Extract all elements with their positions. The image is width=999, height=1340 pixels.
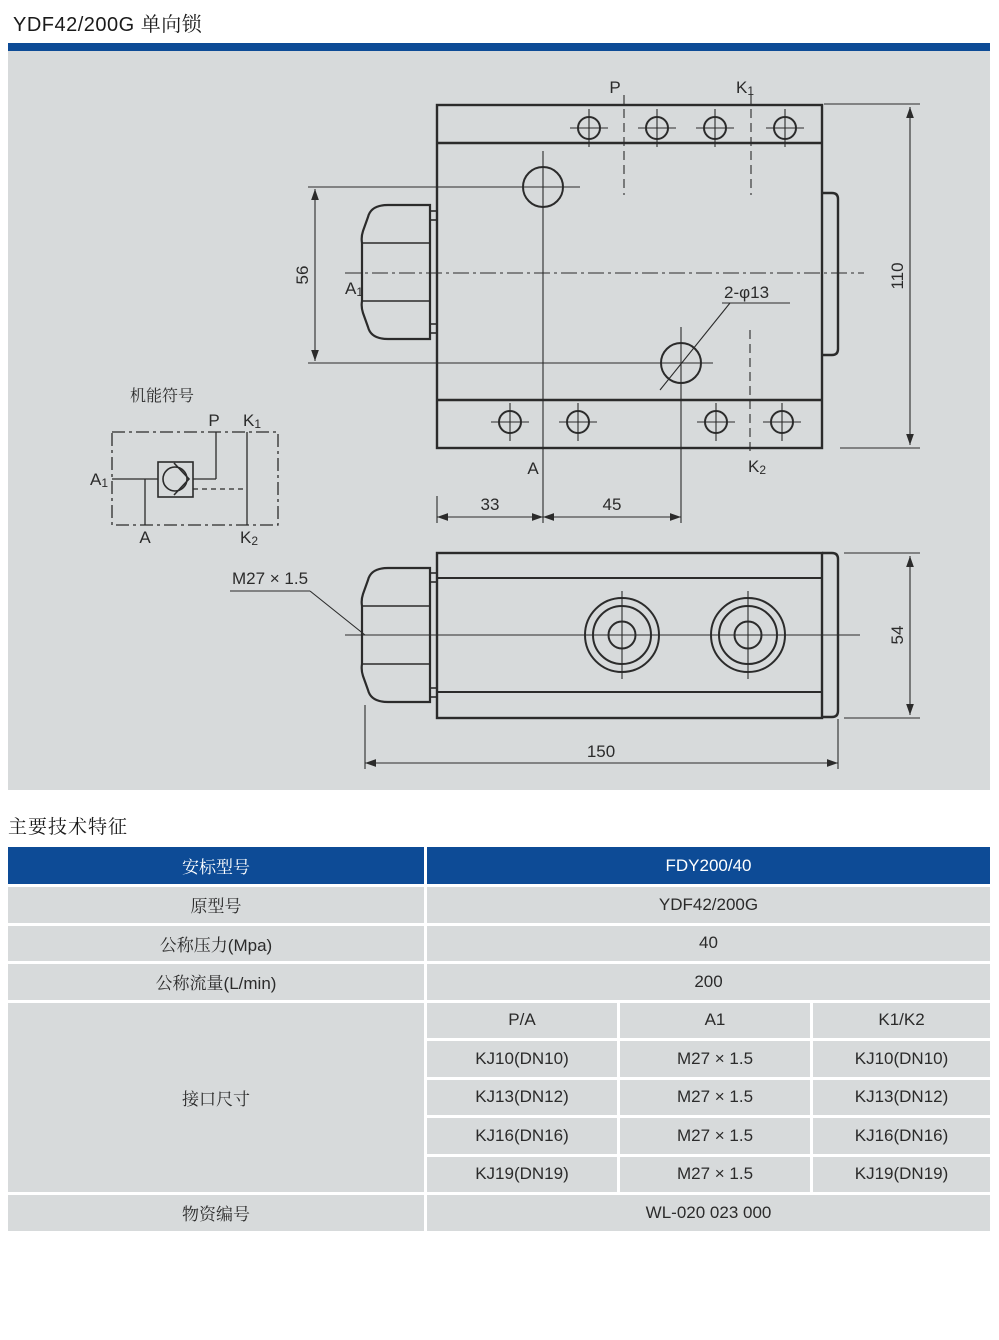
dim-56 <box>293 189 315 361</box>
page-title: YDF42/200G 单向锁 <box>13 14 203 36</box>
drawing-panel <box>8 43 990 790</box>
side-tab <box>822 193 838 355</box>
table-header-row <box>8 847 990 884</box>
symbol-label-a: A <box>139 528 151 547</box>
symbol-label-p: P <box>208 411 220 430</box>
svg-text:110: 110 <box>888 262 907 290</box>
ports-label: 接口尺寸 <box>8 1003 424 1193</box>
svg-text:2-φ13: 2-φ13 <box>724 283 770 302</box>
ports-row: KJ19(DN19) M27 × 1.5 KJ19(DN19) <box>8 1157 990 1193</box>
ports-col-a1: A1 <box>620 1003 810 1039</box>
row-value: YDF42/200G <box>427 887 990 923</box>
function-symbol-title: 机能符号 <box>129 388 195 405</box>
check-valve-ball <box>163 467 187 491</box>
svg-text:33: 33 <box>480 495 500 514</box>
section-title: 主要技术特征 <box>8 817 129 838</box>
row-label: 公称压力(Mpa) <box>8 926 424 962</box>
svg-text:56: 56 <box>293 265 312 285</box>
technical-drawing <box>8 51 990 782</box>
table-row <box>8 926 990 962</box>
table-row <box>8 887 990 923</box>
ports-subheader-row <box>8 1003 990 1039</box>
row-value: 40 <box>427 926 990 962</box>
header-label-cell: 安标型号 <box>8 847 424 884</box>
top-view <box>293 78 920 523</box>
label-k1: K1 <box>736 78 755 98</box>
label-p: P <box>609 78 621 97</box>
ports-col-k1k2: K1/K2 <box>813 1003 990 1039</box>
table-row <box>8 964 990 1000</box>
svg-text:54: 54 <box>888 625 907 645</box>
footer-label: 物资编号 <box>8 1195 424 1231</box>
svg-text:150: 150 <box>586 742 616 761</box>
symbol-label-k2: K2 <box>240 528 259 548</box>
symbol-label-k1: K1 <box>243 411 262 431</box>
spec-table <box>5 844 993 1234</box>
front-view <box>230 553 920 769</box>
table-footer-row <box>8 1195 990 1231</box>
function-symbol <box>90 387 278 548</box>
svg-text:45: 45 <box>602 495 622 514</box>
hex-nut-top <box>362 205 430 339</box>
label-k2: K2 <box>748 457 767 477</box>
bottom-flange-holes <box>491 403 801 441</box>
row-label: 原型号 <box>8 887 424 923</box>
header-value-cell: FDY200/40 <box>427 847 990 884</box>
top-flange-holes <box>570 109 804 147</box>
ports-row: KJ16(DN16) M27 × 1.5 KJ16(DN16) <box>8 1118 990 1154</box>
footer-value: WL-020 023 000 <box>427 1195 990 1231</box>
callout-2-phi13 <box>660 283 790 390</box>
symbol-label-a1: A1 <box>89 470 108 490</box>
ports-row: KJ10(DN10) M27 × 1.5 KJ10(DN10) <box>8 1041 990 1077</box>
row-value: 200 <box>427 964 990 1000</box>
svg-text:M27 × 1.5: M27 × 1.5 <box>231 569 309 588</box>
label-a: A <box>527 459 539 478</box>
ports-col-pa: P/A <box>427 1003 617 1039</box>
ports-row: KJ13(DN12) M27 × 1.5 KJ13(DN12) <box>8 1080 990 1116</box>
dim-33-45 <box>437 495 681 523</box>
callout-m27 <box>230 569 365 635</box>
label-a1: A1 <box>344 279 364 299</box>
row-label: 公称流量(L/min) <box>8 964 424 1000</box>
